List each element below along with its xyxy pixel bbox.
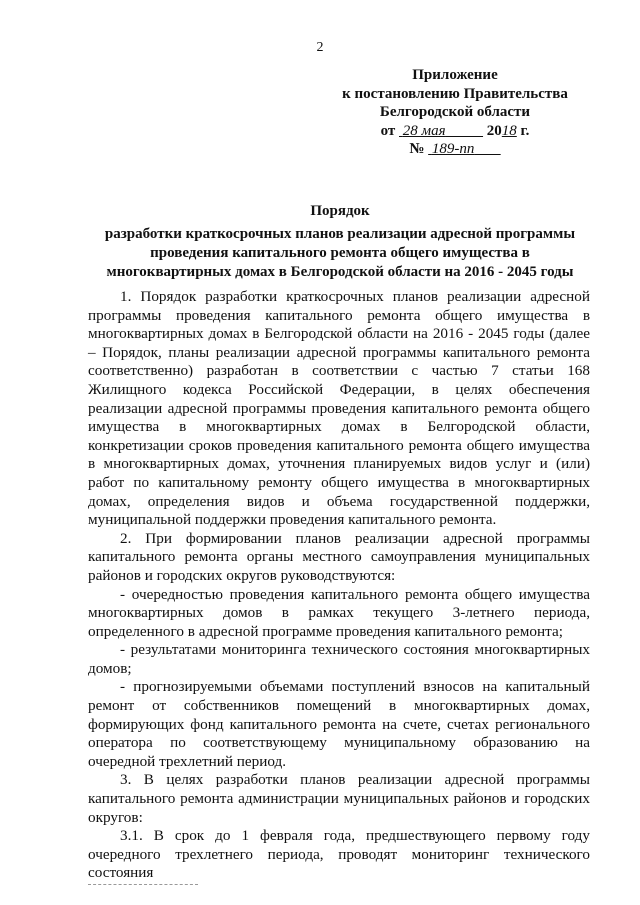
page-number: 2: [316, 40, 324, 55]
list-item-1: - очередностью проведения капитального ремонта общего имущества многоквартирных домов в рамках текущего 3-летнего периода, определенного в адресной программе проведения капитального ремонта;: [88, 585, 590, 640]
appendix-line-2: к постановлению Правительства: [342, 85, 568, 102]
number-prefix: №: [409, 141, 425, 157]
appendix-date: [340, 122, 570, 141]
list-item-3: - прогнозируемыми объемами поступлений взносов на капитальный ремонт от собственников помещений в многоквартирных домах, формирующих фонд капитального ремонта на счете, счетах регионального оператора по соответствующему муниципальному образованию на очередной трехлетний период.: [88, 678, 590, 770]
paragraph-3-1: 3.1. В срок до 1 февраля года, предшествующего первому году очередного трехлетнего периода, проводят мониторинг технического состояния: [88, 827, 590, 882]
document-title: [100, 202, 580, 282]
appendix-number: [340, 140, 570, 159]
document-body: [88, 288, 590, 883]
title-heading: Порядок: [310, 203, 370, 219]
paragraph-3: 3. В целях разработки планов реализации адресной программы капитального ремонта администрации муниципальных районов и городских округов:: [88, 771, 590, 826]
list-item-2: - результатами мониторинга технического состояния многоквартирных домов;: [88, 641, 590, 677]
number-value: 189-пп: [431, 141, 475, 157]
appendix-title: Приложение: [412, 67, 498, 83]
date-prefix: от: [380, 122, 396, 139]
paragraph-2: 2. При формировании планов реализации адресной программы капитального ремонта органы местного самоуправления муниципальных районов и городских округов руководствуются:: [88, 529, 590, 584]
year-prefix: 20: [486, 122, 502, 139]
bottom-scan-line: [88, 884, 198, 885]
appendix-block: [340, 66, 570, 159]
year-suffix: г.: [520, 122, 530, 139]
title-subject: разработки краткосрочных планов реализации адресной программы проведения капитального ремонта общего имущества в многоквартирных домах в Белгородской области на 2016 - 2045 годы: [104, 226, 576, 280]
date-value: 28 мая: [402, 122, 446, 139]
paragraph-1: 1. Порядок разработки краткосрочных планов реализации адресной программы проведения капитального ремонта общего имущества в многоквартирных домах в Белгородской области на 2016 - 2045 годы (далее – Порядок, планы реализации адресной программы капитального ремонта соответственно) разработан в соответствии с частью 7 статьи 168 Жилищного кодекса Российской Федерации, в целях обеспечения реализации адресной программы проведения капитального ремонта общего имущества в многоквартирных домах в Белгородской области, конкретизации сроков проведения капитального ремонта общего имущества в многоквартирных домах, уточнения планируемых видов услуг и (или) работ по капитальному ремонту общего имущества в многоквартирных домах, определения видов и объема государственной поддержки, муниципальной поддержки проведения капитального ремонта.: [88, 288, 590, 529]
appendix-line-3: Белгородской области: [379, 104, 531, 120]
year-value: 18: [501, 122, 517, 139]
